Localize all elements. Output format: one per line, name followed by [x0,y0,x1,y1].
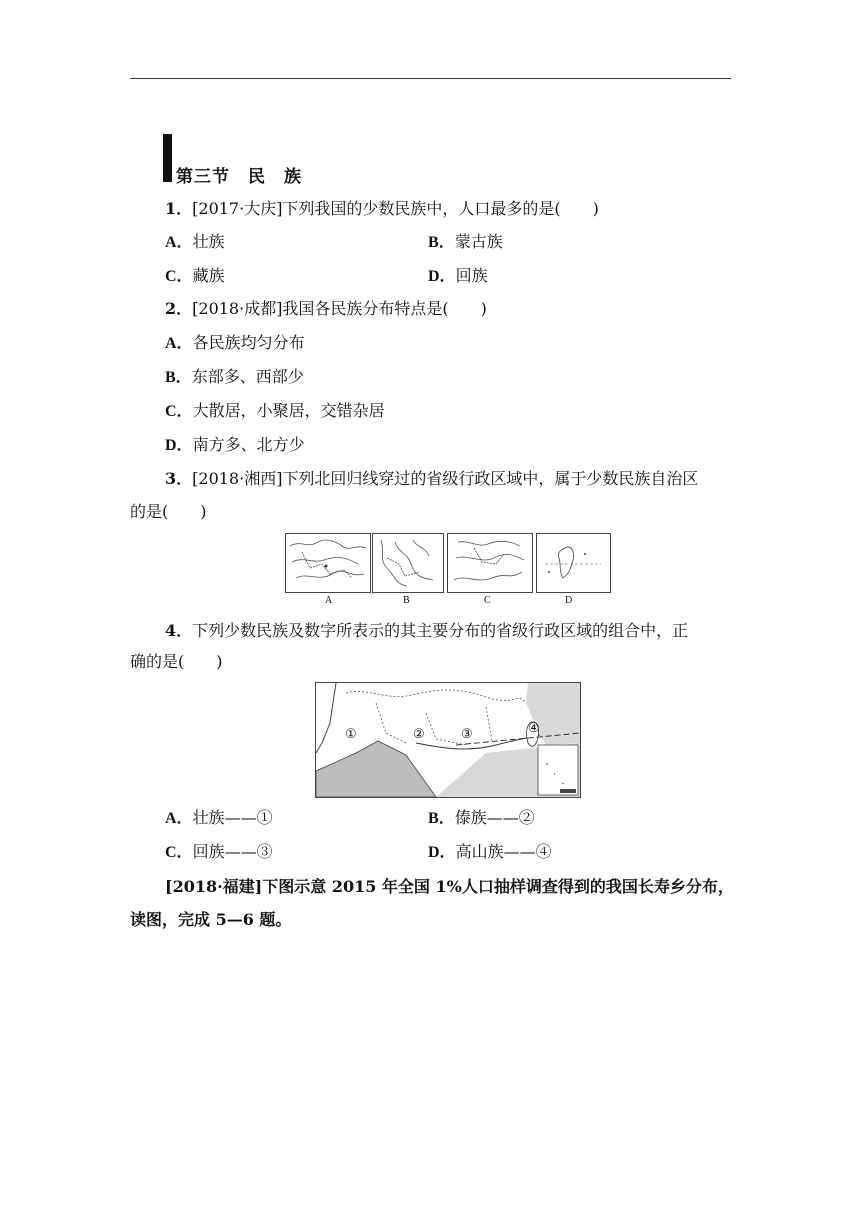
question-1-option-d[interactable] [428,265,488,288]
option-key: A． [165,234,193,251]
map-d-outline [537,534,610,592]
question-4-option-b[interactable] [428,807,535,830]
map-a-outline [286,534,370,592]
map-a-image[interactable] [285,533,371,593]
question-number: 3． [165,469,193,488]
question-4-stem-cont: 确的是( ) [130,652,223,671]
section-marker-bar [163,134,172,182]
option-text: 南方多、北方少 [192,435,305,454]
map-b-image[interactable] [372,533,444,593]
option-key: A． [165,810,193,827]
option-key: C． [165,403,193,420]
group-intro-line-1: [2018·福建]下图示意 2015 年全国 1%人口抽样调查得到的我国长寿乡分布， [165,877,734,896]
option-text: 傣族——② [454,808,535,827]
map-c-label: C [484,595,491,606]
group-intro-line-2: 读图，完成 5—6 题。 [130,910,292,929]
question-text: [2017·大庆]下列我国的少数民族中，人口最多的是( ) [192,199,599,218]
question-text: 下列少数民族及数字所表示的其主要分布的省级行政区域的组合中，正 [192,621,689,640]
question-2-option-c[interactable] [165,400,385,423]
option-key: C． [165,844,193,861]
map-b-label: B [403,595,410,606]
south-china-map-image[interactable] [315,682,581,798]
question-text: [2018·成都]我国各民族分布特点是( ) [192,299,487,318]
question-1-option-b[interactable] [428,231,503,254]
option-key: B． [165,369,192,386]
option-key: A． [165,335,193,352]
section-title: 第三节 民 族 [176,167,302,187]
option-text: 壮族 [192,232,225,251]
option-text: 大散居，小聚居，交错杂居 [192,401,385,420]
question-4-option-d[interactable] [428,841,552,864]
map-d-label: D [565,595,573,606]
map-b-outline [373,534,443,592]
option-text: 高山族——④ [455,842,552,861]
option-text: 各民族均匀分布 [192,333,305,352]
question-2-option-d[interactable] [165,434,305,457]
option-text: 壮族——① [192,808,273,827]
map-c-image[interactable] [447,533,533,593]
question-2-option-a[interactable] [165,332,305,355]
option-key: D． [165,437,193,454]
option-key: D． [428,844,456,861]
option-key: D． [428,268,456,285]
question-1-option-c[interactable] [165,265,225,288]
option-key: B． [428,234,455,251]
question-number: 2． [165,299,193,318]
map-a-label: A [325,595,333,606]
option-text: 东部多、西部少 [191,367,304,386]
marker-2: ② [413,727,425,742]
question-number: 1． [165,199,193,218]
option-text: 回族 [455,266,488,285]
marker-3: ③ [461,727,473,742]
question-1-option-a[interactable] [165,231,225,254]
question-number: 4． [165,621,193,640]
question-text: [2018·湘西]下列北回归线穿过的省级行政区域中，属于少数民族自治区 [192,469,699,488]
map-d-image[interactable] [536,533,611,593]
option-key: B． [428,810,455,827]
option-text: 藏族 [192,266,225,285]
question-3-stem [165,468,698,490]
question-4-option-c[interactable] [165,841,273,864]
map-c-outline [448,534,532,592]
question-4-option-a[interactable] [165,807,273,830]
header-rule [130,78,731,79]
question-2-stem [165,298,487,320]
option-text: 蒙古族 [454,232,503,251]
marker-4: ④ [528,721,540,736]
question-3-stem-cont: 的是( ) [130,502,207,521]
question-4-stem [165,620,688,642]
option-key: C． [165,268,193,285]
option-text: 回族——③ [192,842,273,861]
question-1-stem [165,198,599,220]
question-2-option-b[interactable] [165,366,304,389]
marker-1: ① [345,727,357,742]
